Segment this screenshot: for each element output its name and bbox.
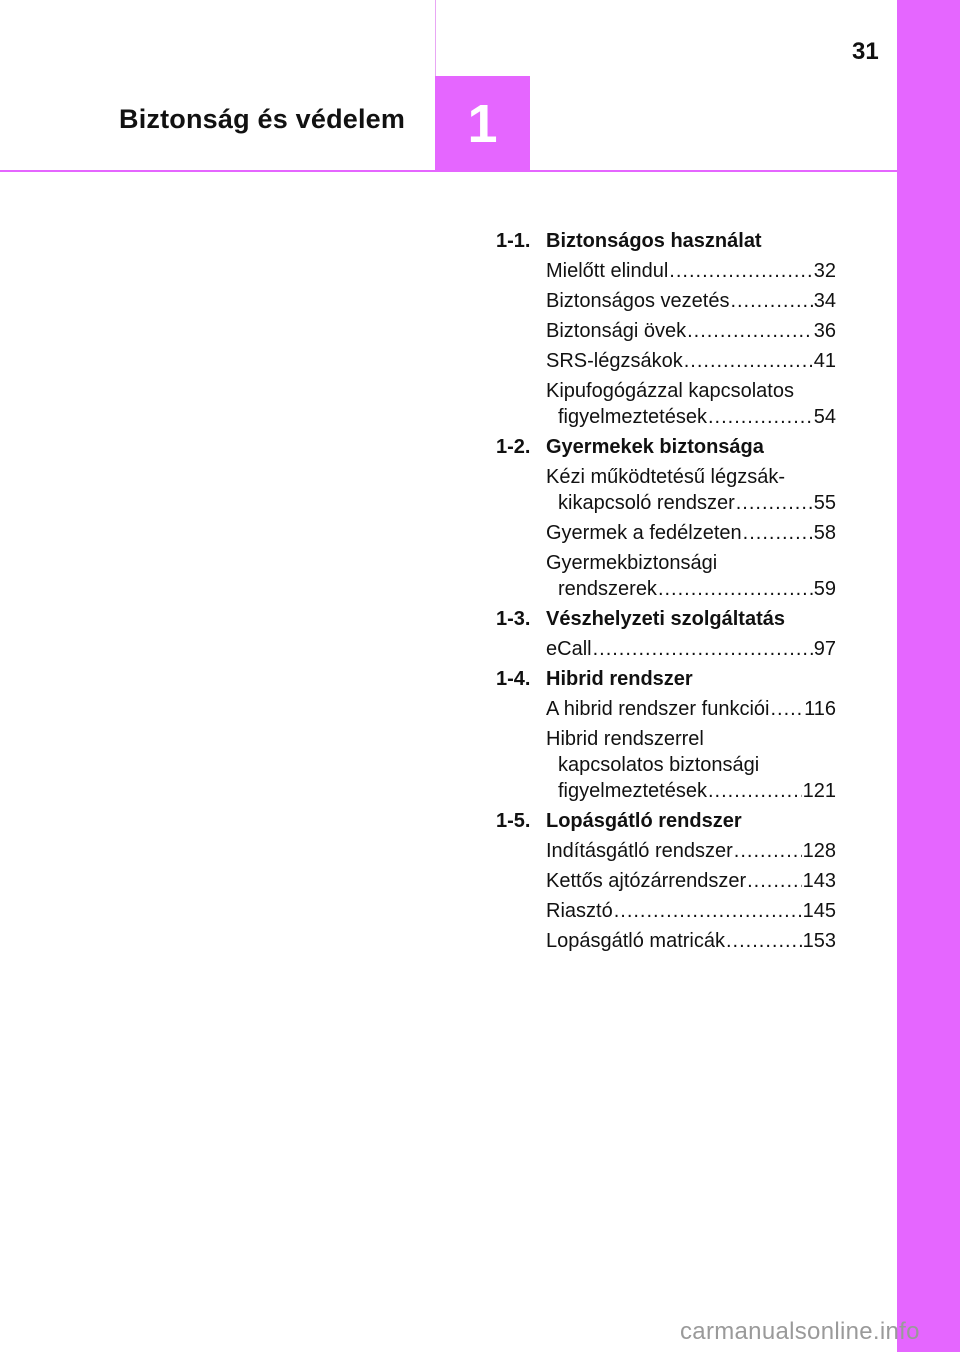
toc-entry-text: eCall [546,638,592,660]
toc-entry-line [546,490,836,516]
toc-dot-leader [684,348,813,374]
toc-entry-line [546,696,836,722]
toc-dot-leader [726,928,802,954]
page-number: 31 [852,38,879,65]
toc-section-heading[interactable] [496,606,836,632]
toc-entry-line [546,464,836,490]
toc-entry-text: Gyermek a fedélzeten [546,522,742,544]
toc-section-heading[interactable] [496,666,836,692]
toc-entry[interactable] [546,636,836,662]
toc-section-title: Lopásgátló rendszer [546,810,742,832]
toc-dot-leader [593,636,813,662]
toc-entry-line [546,636,836,662]
toc-entry[interactable] [546,696,836,722]
toc-dot-leader [736,490,813,516]
toc-dot-leader [708,778,802,804]
toc-section-heading[interactable] [496,434,836,460]
table-of-contents [496,228,836,958]
toc-entry-page: 55 [813,492,836,514]
toc-entry-line [546,378,836,404]
toc-entry-text: figyelmeztetések [558,406,707,428]
toc-entry-line [546,318,836,344]
toc-dot-leader [687,318,813,344]
toc-entry-text: Biztonságos vezetés [546,290,730,312]
toc-entry-page: 59 [813,578,836,600]
toc-entry-text: Lopásgátló matricák [546,930,725,952]
toc-entry-line [546,550,836,576]
chapter-title: Biztonság és védelem [119,104,406,134]
toc-entry-text: Kettős ajtózárrendszer [546,870,747,892]
toc-entry-text: Biztonsági övek [546,320,687,342]
toc-entry-line [546,348,836,374]
toc-entry-text: kikapcsoló rendszer [558,492,735,514]
toc-entry-page: 34 [813,290,836,312]
toc-dot-leader [743,520,813,546]
toc-entry-line [546,258,836,284]
toc-entry[interactable] [546,868,836,894]
toc-section-heading[interactable] [496,808,836,834]
toc-entry[interactable] [546,288,836,314]
toc-entry-page: 143 [802,870,836,892]
toc-entry-page: 36 [813,320,836,342]
toc-entry-text: A hibrid rendszer funkciói [546,698,770,720]
toc-entry[interactable] [546,550,836,602]
toc-entry-page: 153 [802,930,836,952]
chapter-side-tab [897,0,960,1352]
toc-entry-text: Riasztó [546,900,613,922]
toc-entry-line [546,838,836,864]
toc-entry-line [546,778,836,804]
toc-entry-page: 41 [813,350,836,372]
toc-dot-leader [730,288,812,314]
toc-dot-leader [770,696,803,722]
toc-entry-text: Kézi működtetésű légzsák- [546,466,786,488]
toc-entry-line [546,928,836,954]
toc-entry-text: Gyermekbiztonsági [546,552,718,574]
toc-entry[interactable] [546,838,836,864]
toc-section-number: 1-5. [496,810,531,832]
toc-entry-text: figyelmeztetések [558,780,707,802]
toc-entry-line [546,404,836,430]
toc-section-number: 1-2. [496,436,531,458]
toc-entry-line [546,288,836,314]
toc-dot-leader [734,838,802,864]
toc-entry-page: 121 [802,780,836,802]
toc-entry-line [546,752,836,778]
toc-section-title: Vészhelyzeti szolgáltatás [546,608,785,630]
toc-entry-page: 145 [802,900,836,922]
toc-entry-line [546,726,836,752]
toc-section-number: 1-4. [496,668,531,690]
toc-dot-leader [747,868,802,894]
toc-entry-page: 32 [813,260,836,282]
toc-entry-page: 97 [813,638,836,660]
toc-dot-leader [614,898,802,924]
toc-entry-line [546,898,836,924]
toc-entry[interactable] [546,928,836,954]
toc-section-title: Hibrid rendszer [546,668,693,690]
toc-section-number: 1-1. [496,230,531,252]
toc-entry-text: Indításgátló rendszer [546,840,733,862]
toc-dot-leader [708,404,813,430]
toc-entry-page: 54 [813,406,836,428]
toc-section-number: 1-3. [496,608,531,630]
header-divider-vertical [435,0,436,76]
toc-entry[interactable] [546,726,836,804]
chapter-number: 1 [467,93,498,154]
toc-entry[interactable] [546,898,836,924]
toc-entry-page: 116 [804,698,836,720]
toc-entry-line [546,868,836,894]
toc-section-heading[interactable] [496,228,836,254]
toc-entry-text: Hibrid rendszerrel [546,728,704,750]
toc-entry[interactable] [546,520,836,546]
watermark: carmanualsonline.info [680,1318,920,1345]
toc-section-title: Gyermekek biztonsága [546,436,764,458]
toc-entry-line [546,576,836,602]
toc-entry-page: 58 [813,522,836,544]
toc-entry-page: 128 [802,840,836,862]
toc-entry[interactable] [546,348,836,374]
toc-entry-line [546,520,836,546]
toc-entry-text: SRS-légzsákok [546,350,683,372]
toc-entry[interactable] [546,318,836,344]
toc-dot-leader [658,576,813,602]
toc-section-title: Biztonságos használat [546,230,762,252]
toc-entry-text: kapcsolatos biztonsági [558,754,760,776]
toc-entry[interactable] [546,378,836,430]
toc-entry-text: Mielőtt elindul [546,260,669,282]
toc-entry[interactable] [546,464,836,516]
toc-entry-text: Kipufogógázzal kapcsolatos [546,380,794,402]
toc-dot-leader [669,258,812,284]
toc-entry[interactable] [546,258,836,284]
toc-entry-text: rendszerek [558,578,657,600]
chapter-number-box [435,76,530,171]
